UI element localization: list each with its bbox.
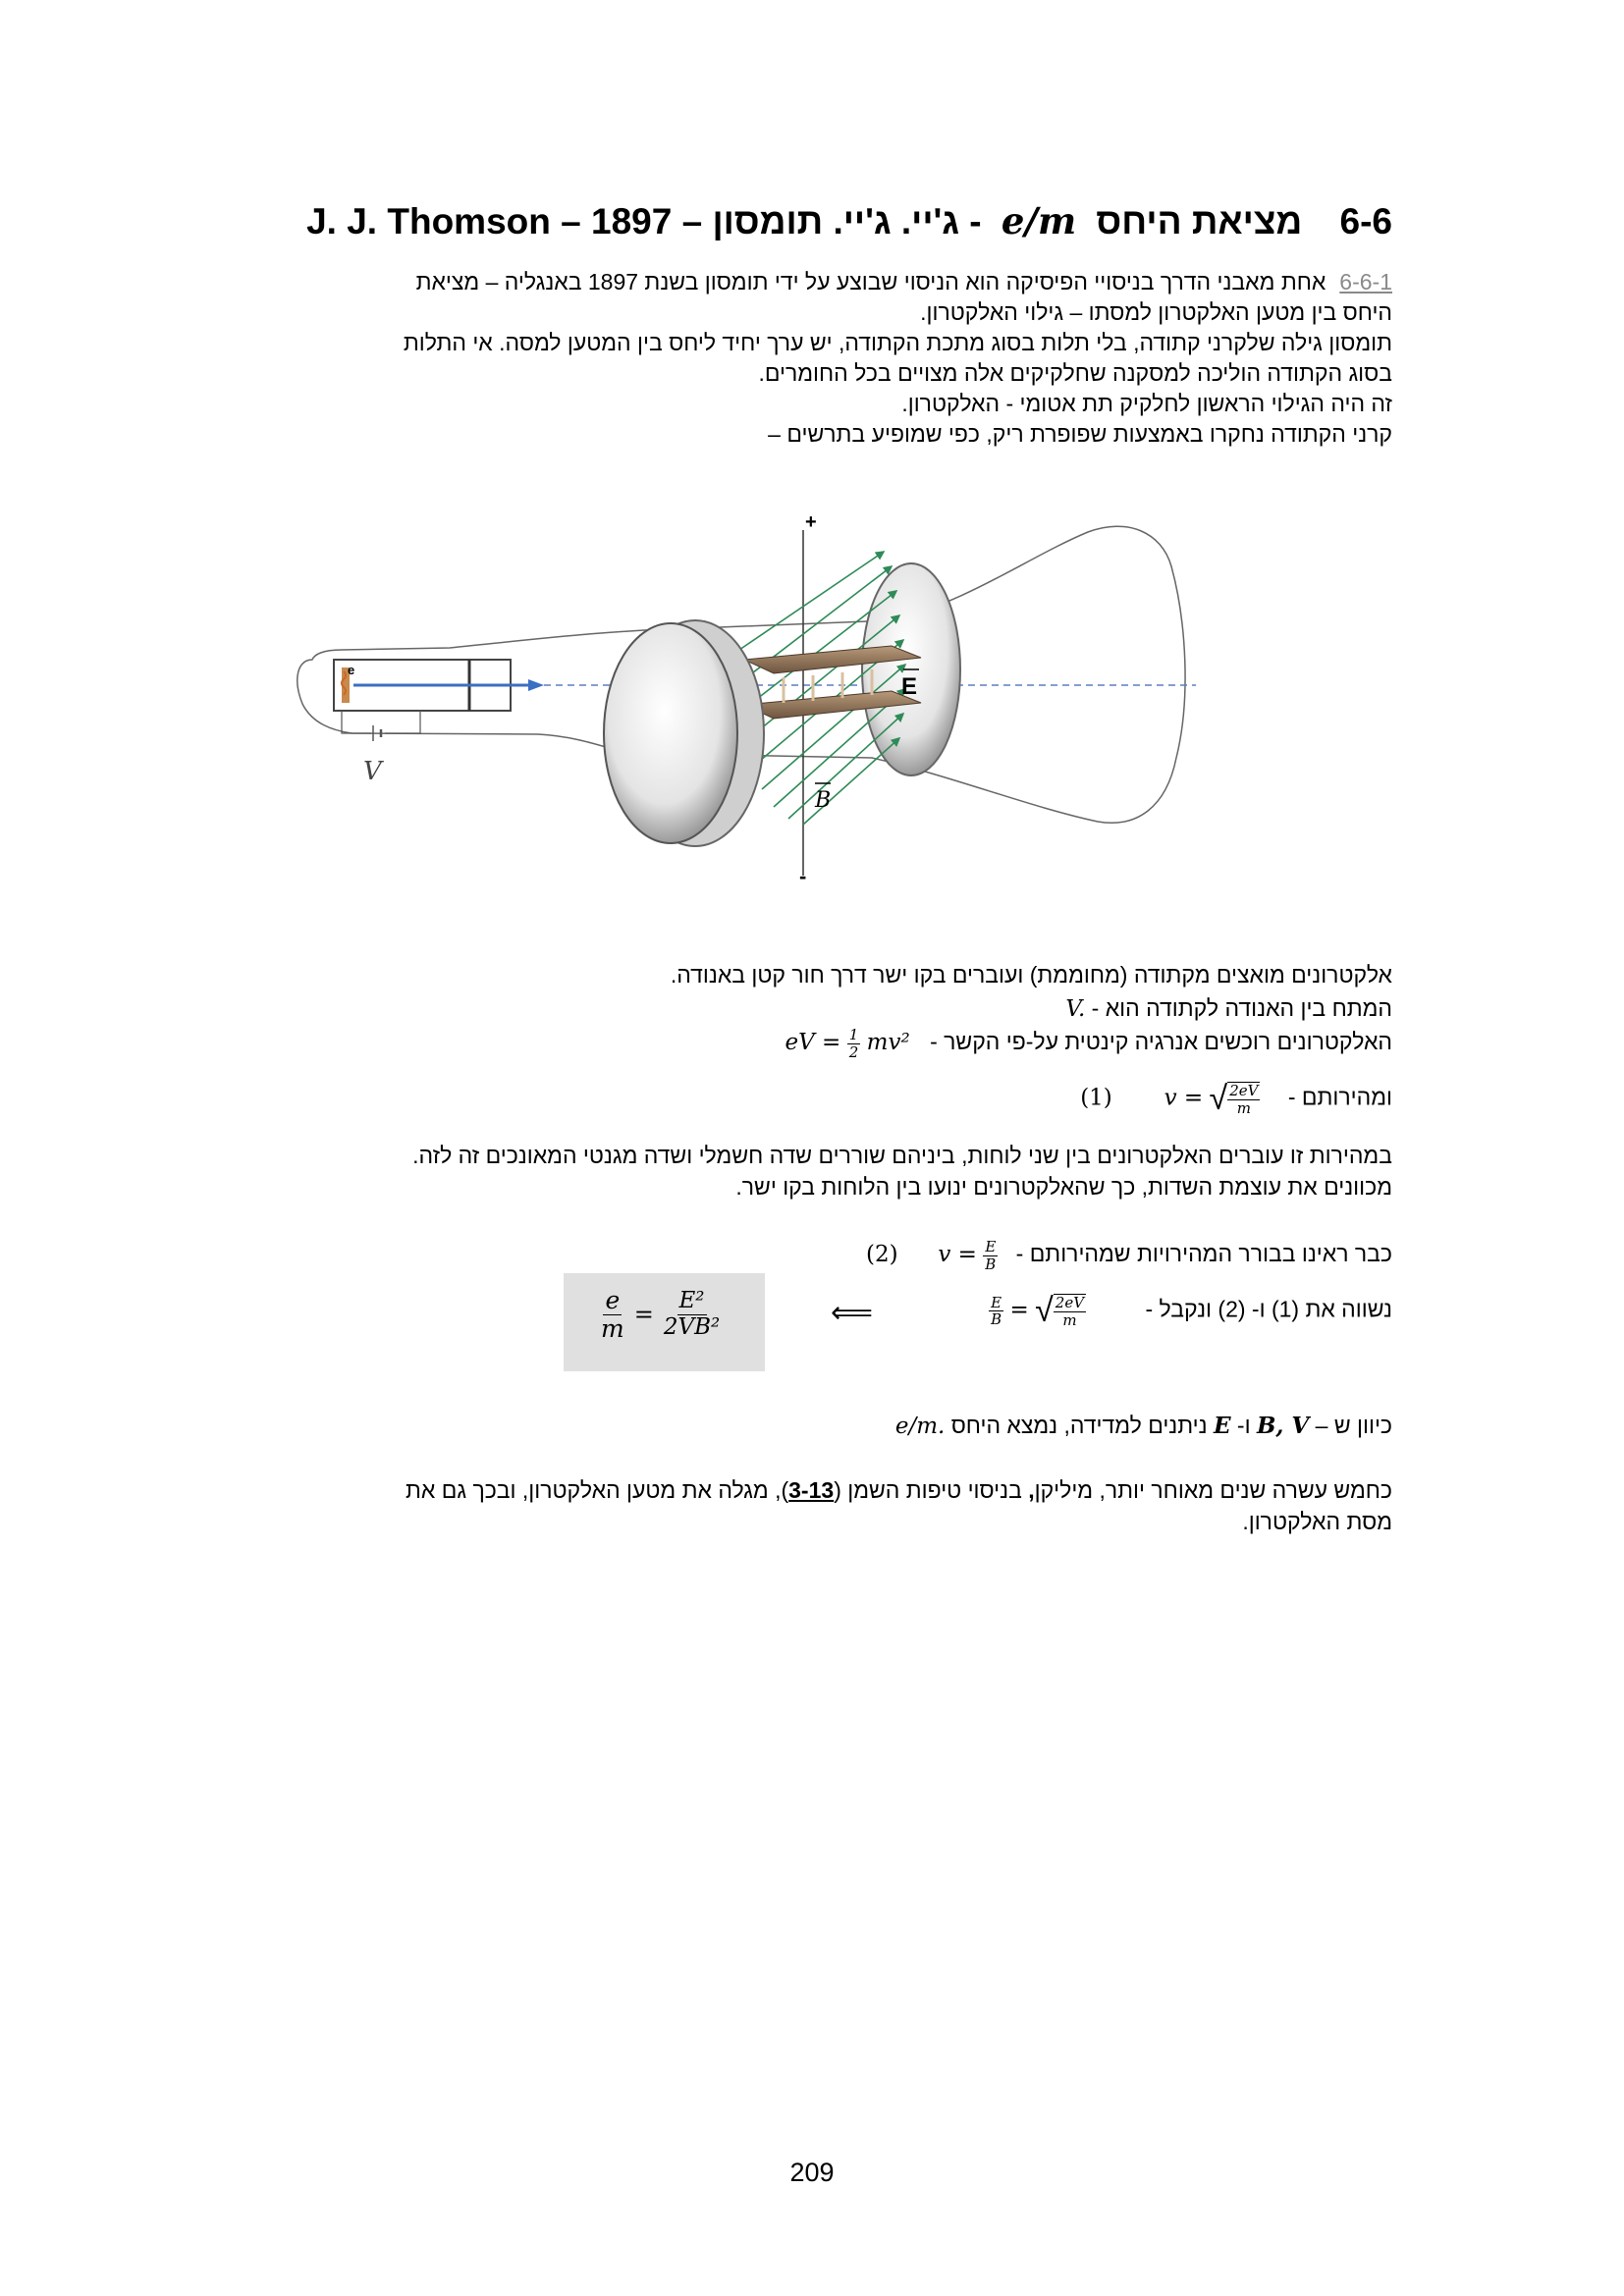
fraction-numerator: 2eV (1229, 1082, 1259, 1099)
thomson-tube-figure (283, 512, 1206, 885)
body-line: אלקטרונים מואצים מקתודה (מחוממת) ועוברים בקו ישר דרך חור קטן באנודה. (670, 962, 1392, 988)
fraction-denominator: m (601, 1313, 624, 1343)
formula-part: mv² (866, 1030, 910, 1056)
body-line: מכוונים את עוצמת השדות, כך שהאלקטרונים ינועו בין הלוחות בקו ישר. (735, 1174, 1392, 1200)
measure-text: ניתנים למדידה, נמצא היחס (950, 1413, 1208, 1438)
label-V: V (363, 757, 382, 786)
body-line: במהירות זו עוברים האלקטרונים בין שני לוחות, ביניהם שוררים שדה חשמלי ושדה מגנטי המאונכים זה לזה. (412, 1143, 1392, 1168)
label-E: E (901, 673, 918, 700)
label-B: B (815, 788, 832, 813)
voltage-text: המתח בין האנודה לקתודה הוא - (1091, 995, 1392, 1021)
heading-math: e/m (1001, 199, 1077, 242)
intro-paragraph (244, 267, 1392, 450)
fraction-denominator: B (991, 1310, 1002, 1328)
fraction-denominator: m (1236, 1098, 1251, 1117)
fraction-denominator: 2VB² (663, 1313, 721, 1340)
millikan-comma: , (1028, 1477, 1035, 1503)
measure-text: ו- (1236, 1413, 1251, 1438)
label-plus: + (805, 512, 817, 533)
fraction-denominator: B (985, 1255, 997, 1273)
section-ref-link[interactable]: 3-13 (788, 1477, 835, 1503)
velocity-formula (1080, 1082, 1260, 1116)
formula-part: v = (938, 1242, 977, 1268)
selector-text: כבר ראינו בבורר המהירויות שמהירותם - (1015, 1241, 1392, 1267)
fraction-2eV-m (1227, 1082, 1260, 1116)
formula-part: eV = (785, 1030, 841, 1056)
measure-ratio: e/m. (894, 1414, 946, 1439)
front-plate-disk (604, 623, 737, 843)
intro-line: היחס בין מטען האלקטרון למסתו – גילוי האלקטרון. (920, 299, 1392, 325)
body-line-measure (244, 1411, 1392, 1442)
millikan-text: ), מגלה את מטען האלקטרון, ובכך גם את (406, 1477, 789, 1503)
fraction-E-B (989, 1295, 1003, 1328)
measure-symbols: B, V (1256, 1413, 1310, 1439)
equals-sign: = (633, 1301, 654, 1328)
energy-text: האלקטרונים רוכשים אנרגיה קינטית על-פי הקשר - (930, 1029, 1392, 1055)
voltage-symbol: V. (1065, 996, 1086, 1022)
energy-formula (785, 1027, 910, 1060)
section-number: 6-6 (1339, 201, 1392, 241)
sqrt-icon: √ (1209, 1080, 1228, 1117)
section-ref-link[interactable]: 6-6-1 (1339, 269, 1392, 294)
fraction-2eV-m (1054, 1294, 1086, 1328)
millikan-text: כחמש עשרה שנים מאוחר יותר, מיליקן (1034, 1477, 1392, 1503)
label-e: e (348, 663, 355, 677)
label-minus: - (799, 864, 807, 885)
fraction-E2-2VB2 (664, 1289, 720, 1340)
fraction-numerator: E² (678, 1288, 705, 1314)
body-line-voltage (244, 993, 1392, 1025)
compare-formula (989, 1294, 1086, 1328)
equation-number-2: (2) (865, 1242, 898, 1268)
millikan-text: בניסוי טיפות השמן ( (834, 1477, 1022, 1503)
selector-formula (866, 1239, 998, 1272)
heading-suffix: - ג'יי. ג'יי. תומסון – 1897 – J. J. Thomson (306, 201, 982, 241)
intro-line: אחת מאבני הדרך בניסויי הפיסיקה הוא הניסוי שבוצע על ידי תומסון בשנת 1897 באנגליה – מציאת (415, 269, 1326, 294)
body-line-millikan (244, 1475, 1392, 1506)
fraction-numerator: E (985, 1238, 997, 1255)
section-heading (234, 199, 1392, 254)
body-line-compare (244, 1294, 1392, 1328)
intro-line: בסוג הקתודה הוליכה למסקנה שחלקיקים אלה מצויים בכל החומרים. (758, 360, 1392, 386)
fraction-numerator: E (991, 1293, 1002, 1311)
result-box (564, 1273, 765, 1371)
result-formula (601, 1287, 720, 1342)
fraction-denominator: m (1062, 1310, 1077, 1329)
fraction-numerator: 2eV (1055, 1294, 1085, 1311)
fraction-denominator: 2 (848, 1042, 859, 1061)
intro-line: תומסון גילה שלקרני קתודה, בלי תלות בסוג מתכת הקתודה, יש ערך יחיד ליחס בין המטען למסה. אי התלות (403, 330, 1392, 355)
fraction-numerator: e (605, 1286, 621, 1314)
fraction-half (847, 1027, 861, 1060)
measure-text: כיוון ש – (1315, 1413, 1392, 1438)
heading-prefix: מציאת היחס (1096, 201, 1303, 241)
intro-line: זה היה הגילוי הראשון לחלקיק תת אטומי - האלקטרון. (901, 391, 1392, 416)
equals-sign: = (1009, 1297, 1029, 1323)
fraction-numerator: 1 (848, 1026, 859, 1043)
body-line: מסת האלקטרון. (1242, 1509, 1392, 1534)
fraction-e-m (601, 1287, 624, 1342)
formula-part: v = (1164, 1085, 1204, 1111)
body-line-velocity (244, 1082, 1392, 1116)
velocity-text: ומהירותם - (1287, 1084, 1392, 1110)
sqrt-icon: √ (1035, 1292, 1054, 1329)
fraction-E-B (983, 1239, 998, 1272)
measure-symbol-E: E (1214, 1413, 1231, 1439)
implies-arrow-icon: ⟸ (831, 1297, 874, 1329)
page-number: 209 (789, 2158, 835, 2187)
body-line-selector (244, 1239, 1392, 1272)
body-line-energy (244, 1027, 1392, 1060)
equation-number-1: (1) (1080, 1085, 1112, 1111)
intro-line: קרני הקתודה נחקרו באמצעות שפופרת ריק, כפי שמופיע בתרשים – (768, 421, 1392, 447)
compare-text: נשווה את (1) ו- (2) ונקבל - (1145, 1296, 1392, 1322)
